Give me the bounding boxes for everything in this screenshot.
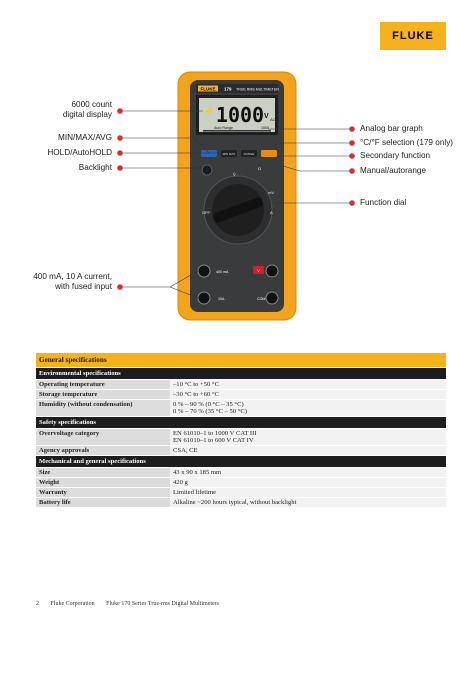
table-row: [36, 478, 446, 488]
specs-title: General specifications: [36, 353, 446, 368]
table-row: [36, 498, 446, 508]
spec-value: Limited lifetime: [170, 488, 446, 498]
spec-value: CSA, CE: [170, 446, 446, 456]
dial-ohm-label: Ω: [258, 166, 261, 171]
hold-button-label: RANGE: [243, 152, 255, 156]
page-footer: [36, 601, 229, 607]
section-row: [36, 456, 446, 468]
jack-volt: [266, 265, 278, 277]
dial-v-label: Ṽ: [233, 172, 236, 177]
spec-label: Weight: [36, 478, 170, 488]
spec-label: Operating temperature: [36, 380, 170, 390]
dial-mv-label: mV: [268, 190, 274, 195]
spec-value: –30 °C to +60 °C: [170, 390, 446, 400]
callout-display: 6000 count digital display: [62, 100, 112, 119]
brand-name: FLUKE: [392, 30, 434, 42]
meter-brand-text: FLUKE: [200, 86, 216, 92]
callout-autorange: Manual/autorange: [360, 166, 427, 175]
table-row: [36, 488, 446, 498]
table-row: [36, 446, 446, 456]
footer-doc-title: Fluke 170 Series True-rms Digital Multimeters: [106, 601, 219, 607]
meter-model-title: TRUE RMS MULTIMETER: [236, 87, 279, 92]
table-row: [36, 429, 446, 446]
lcd-bar-graph: [203, 130, 271, 132]
lcd-unit-sub: AC: [270, 117, 276, 122]
spec-label: Warranty: [36, 488, 170, 498]
section-name: Mechanical and general specifications: [36, 456, 446, 468]
specs-title-row: [36, 353, 446, 368]
lcd-bar-end: 1000: [261, 126, 269, 130]
backlight-button: [202, 165, 212, 175]
table-row: [36, 380, 446, 390]
specs-table: [36, 353, 446, 508]
meter-model-badge: 179: [224, 86, 232, 92]
section-name: Safety specifications: [36, 417, 446, 429]
spec-label: Size: [36, 468, 170, 478]
callout-temp-select: °C/°F selection (179 only): [360, 138, 454, 147]
dial-off-label: OFF: [202, 210, 210, 215]
jack-com: [266, 292, 278, 304]
callout-minmax: MIN/MAX/AVG: [58, 133, 112, 142]
jack-10a-label: 10A: [218, 297, 225, 301]
page-number: 2: [36, 601, 39, 607]
jack-400ma-label: 400 mA: [216, 270, 229, 274]
footer-company: Fluke Corporation: [50, 601, 95, 607]
secondary-function-button: [261, 150, 277, 157]
spec-label: Agency approvals: [36, 446, 170, 456]
spec-value: 43 x 90 x 185 mm: [170, 468, 446, 478]
min-max-button: [201, 150, 217, 157]
jack-com-label: COM: [257, 297, 266, 301]
callout-bar-graph: Analog bar graph: [360, 124, 423, 133]
spec-label: Humidity (without condensation): [36, 400, 170, 417]
spec-label: Battery life: [36, 498, 170, 508]
spec-label: Overvoltage category: [36, 429, 170, 446]
callout-function-dial: Function dial: [360, 198, 407, 207]
jack-400ma: [198, 265, 210, 277]
range-button-label: MIN MAX: [222, 152, 236, 156]
lcd-reading: 1000: [215, 103, 265, 127]
spec-value: Alkaline ~200 hours typical, without backlight: [170, 498, 446, 508]
spec-value: EN 61010–1 to 1000 V CAT III EN 61010–1 to 600 V CAT IV: [170, 429, 446, 446]
table-row: [36, 390, 446, 400]
lcd-unit: V: [264, 113, 269, 120]
dial-a-label: A: [270, 210, 273, 215]
jack-10a: [198, 292, 210, 304]
callout-hold: HOLD/AutoHOLD: [47, 148, 112, 157]
lightning-icon: ⚡: [203, 106, 215, 116]
spec-label: Storage temperature: [36, 390, 170, 400]
section-row: [36, 417, 446, 429]
callout-current: 400 mA, 10 A current, with fused input: [33, 272, 112, 291]
section-name: Environmental specifications: [36, 368, 446, 380]
section-row: [36, 368, 446, 380]
spec-value: 0 % – 90 % (0 °C – 35 °C) 0 % – 70 % (35 °C – 50 °C): [170, 400, 446, 417]
table-row: [36, 400, 446, 417]
spec-value: 420 g: [170, 478, 446, 488]
table-row: [36, 468, 446, 478]
callout-backlight: Backlight: [78, 163, 112, 172]
spec-value: –10 °C to +50 °C: [170, 380, 446, 390]
lcd-auto-range: Auto Range: [214, 126, 233, 130]
callout-secondary: Secondary function: [360, 151, 431, 160]
jack-volt-label: V: [257, 268, 260, 273]
